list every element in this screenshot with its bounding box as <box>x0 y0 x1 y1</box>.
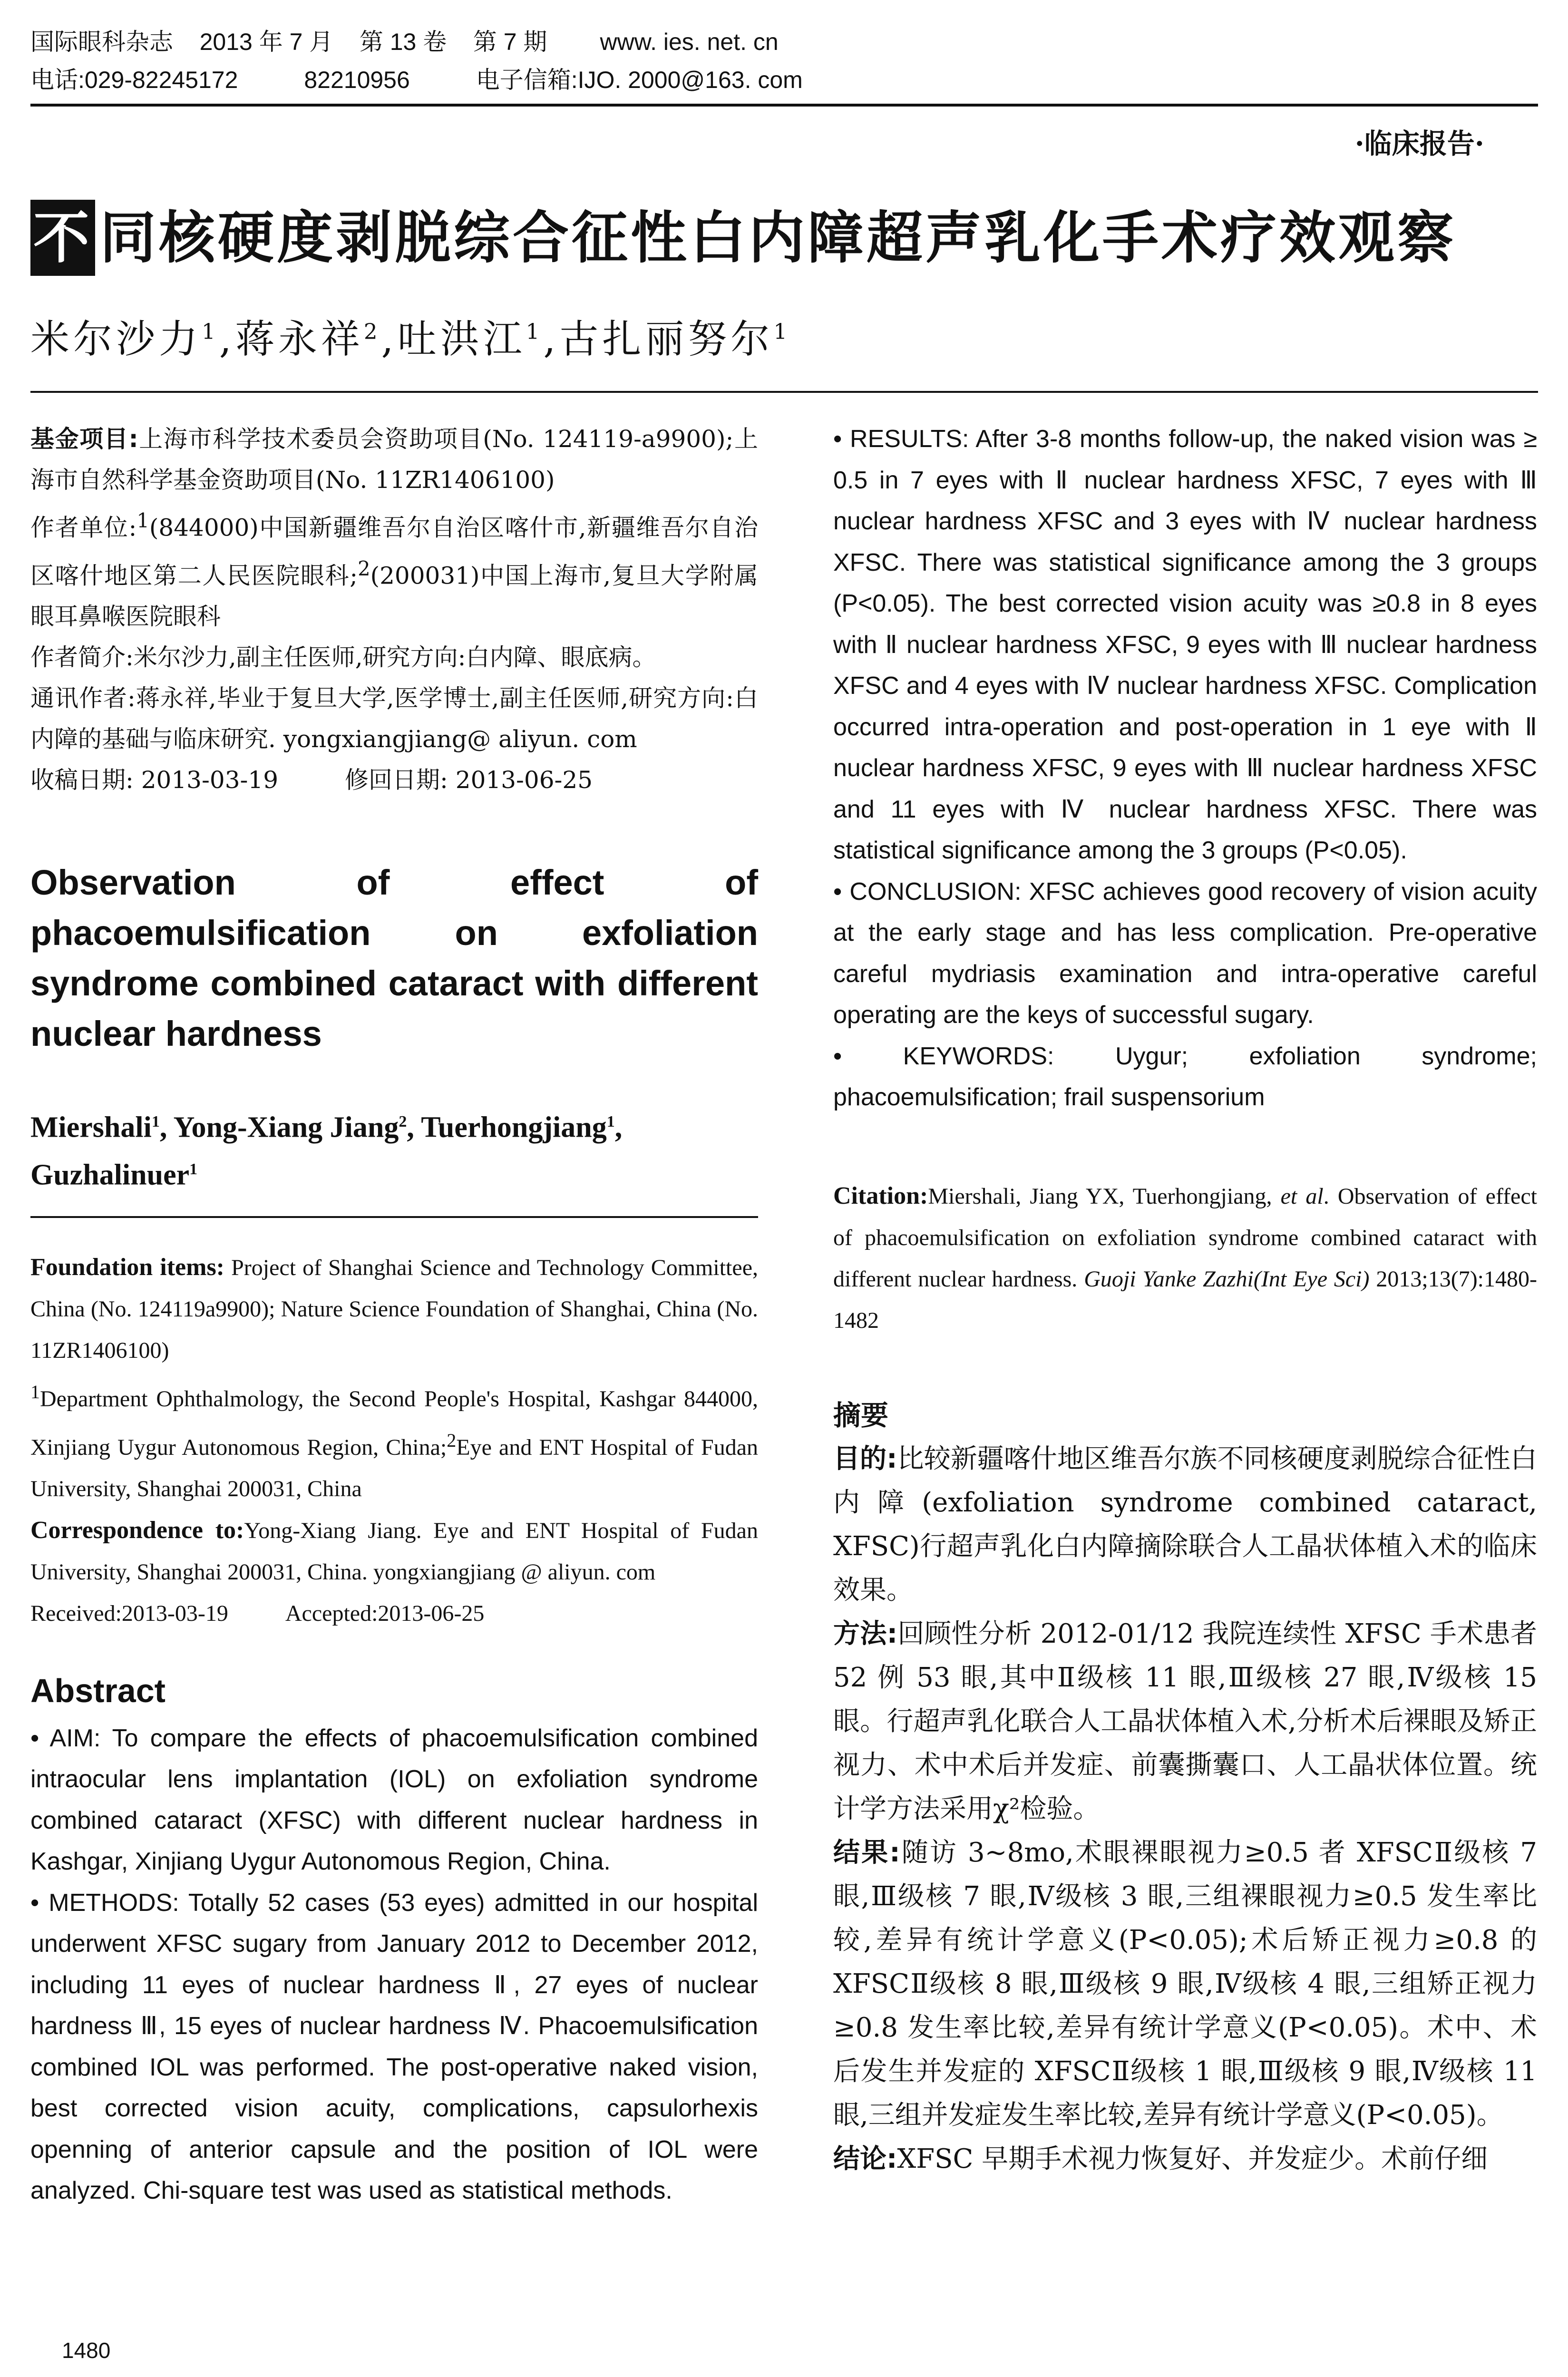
en-foundation-text: Project of Shanghai Science and Technology Committee, China (No. 124119a9900); Nature Science Foundation of Shanghai, China (No. 11ZR1406100) <box>30 1255 758 1363</box>
abstract-results: • RESULTS: After 3-8 months follow-up, the naked vision was ≥ 0.5 in 7 eyes with Ⅱ nuclear hardness XFSC, 7 eyes with Ⅲ nuclear hardness XFSC and 3 eyes with Ⅳ nuclear hardness XFSC. There was statistical significance among the 3 groups (P<0.05). The best corrected vision acuity was ≥0.8 in 8 eyes with Ⅱ nuclear hardness XFSC, 9 eyes with Ⅲ nuclear hardness XFSC and 4 eyes with Ⅳ nuclear hardness XFSC. Complication occurred intra-operation and post-operation in 1 eye with Ⅱ nuclear hardness XFSC, 9 eyes with Ⅲ nuclear hardness XFSC and 11 eyes with Ⅳ nuclear hardness XFSC. There was statistical significance among the 3 groups (P<0.05). <box>833 425 1537 864</box>
page-number: 1480 <box>62 2338 111 2363</box>
en-received: Received:2013-03-19 <box>30 1600 228 1626</box>
en-foundation-label: Foundation items: <box>30 1253 224 1281</box>
author-cn-aff: 1 <box>773 319 791 344</box>
cn-methods-label: 方法: <box>833 1618 898 1649</box>
cn-conclusion-text: XFSC 早期手术视力恢复好、并发症少。术前仔细 <box>897 2143 1488 2174</box>
author-en-aff: 1 <box>189 1160 198 1178</box>
cn-aim-label: 目的: <box>833 1443 897 1474</box>
cn-abstract-results <box>833 1831 1537 2137</box>
article-title-en: Observation of effect of phacoemulsification on exfoliation syndrome combined cataract with different nuclear hardness <box>30 863 758 1054</box>
en-dates <box>30 1593 758 1634</box>
citation-etal: et al <box>1280 1183 1324 1209</box>
author-cn-name: 吐洪江 <box>397 317 526 362</box>
en-aff2: Eye and ENT Hospital of Fudan University, Shanghai 200031, China <box>30 1434 759 1501</box>
title-first-char: 不 <box>30 200 95 276</box>
abstract-keywords: • KEYWORDS: Uygur; exfoliation syndrome; phacoemulsification; frail suspensorium <box>833 1042 1537 1111</box>
cn-methods-text: 回顾性分析 2012-01/12 我院连续性 XFSC 手术患者 52 例 53 眼,其中Ⅱ级核 11 眼,Ⅲ级核 27 眼,Ⅳ级核 15 眼。行超声乳化联合人工晶状体植入术,分析术后裸眼及矫正视力、术中术后并发症、前囊撕囊口、人工晶状体位置。统计学方法采用χ²检验。 <box>833 1618 1538 1824</box>
left-column <box>30 419 758 2211</box>
cn-results-text: 随访 3~8mo,术眼裸眼视力≥0.5 者 XFSCⅡ级核 7 眼,Ⅲ级核 7 眼,Ⅳ级核 3 眼,三组裸眼视力≥0.5 发生率比较,差异有统计学意义(P<0.05);术后矫正视力≥0.8 的 XFSCⅡ级核 8 眼,Ⅲ级核 9 眼,Ⅳ级核 4 眼,三组矫正视力≥0.8 发生率比较,差异有统计学意义(P<0.05)。术中、术后发生并发症的 XFSCⅡ级核 1 眼,Ⅲ级核 9 眼,Ⅳ级核 11 眼,三组并发症发生率比较,差异有统计学意义(P<0.05)。 <box>833 1837 1537 2131</box>
en-info-rule <box>30 1216 758 1218</box>
cn-conclusion-label: 结论: <box>833 2143 897 2174</box>
journal-header-line2: 电话:029-82245172 82210956 电子信箱:IJO. 2000@163. com <box>30 67 803 93</box>
en-accepted: Accepted:2013-06-25 <box>285 1600 485 1626</box>
authors-en: Miershali$^1$, Yong-Xiang Jiang$^2$, Tuerhongjiang$^1$, Guzhalinuer$^1$ <box>30 1111 623 1191</box>
author-en-aff: 2 <box>399 1113 407 1131</box>
author-en-aff: 1 <box>606 1113 615 1131</box>
abstract-conclusion: • CONCLUSION: XFSC achieves good recovery of vision acuity at the early stage and has less complication. Pre-operative careful mydriasis examination and intra-operative careful operating are the keys of successful sugary. <box>833 877 1537 1029</box>
en-corr-label: Correspondence to: <box>30 1516 244 1544</box>
cn-revised: 修回日期: 2013-06-25 <box>345 766 593 794</box>
en-corr-text: Yong-Xiang Jiang. Eye and ENT Hospital of Fudan University, Shanghai 200031, China. yongxiangjiang @ aliyun. com <box>30 1518 758 1585</box>
authors-cn: 米尔沙力$^1$,蒋永祥$^2$,吐洪江$^1$,古扎丽努尔$^1$ <box>30 317 791 362</box>
article-title-cn <box>30 200 1543 276</box>
author-en-name: Miershali <box>30 1111 152 1144</box>
cn-bio-text: 米尔沙力,副主任医师,研究方向:白内障、眼底病。 <box>133 643 656 672</box>
author-cn-name: 古扎丽努尔 <box>559 317 774 362</box>
cn-info-block <box>30 419 758 800</box>
author-cn-name: 蒋永祥 <box>235 317 364 362</box>
cn-corr-text: 蒋永祥,毕业于复旦大学,医学博士,副主任医师,研究方向:白内障的基础与临床研究. yongxiangjiang@ aliyun. com <box>30 684 758 753</box>
cn-unit-label: 作者单位: <box>30 514 137 542</box>
abstract-heading: Abstract <box>30 1672 166 1709</box>
right-column <box>833 419 1537 2181</box>
author-en-name: Yong-Xiang Jiang <box>173 1111 399 1144</box>
author-cn-name: 米尔沙力 <box>30 317 202 362</box>
en-info-block <box>30 1247 758 1634</box>
en-correspondence <box>30 1510 758 1593</box>
cn-corr-label: 通讯作者: <box>30 684 136 712</box>
cn-foundation-label: 基金项目: <box>30 425 138 453</box>
cn-unit-text2: (200031)中国上海市,复旦大学附属眼耳鼻喉医院眼科 <box>30 562 758 631</box>
header-rule <box>30 104 1538 107</box>
author-en-aff: 1 <box>151 1113 160 1131</box>
en-aff1: Department Ophthalmology, the Second People's Hospital, Kashgar 844000, Xinjiang Uygur Autonomous Region, China; <box>30 1386 758 1460</box>
journal-header <box>30 23 1538 99</box>
cn-unit: 作者单位:$^1$(844000)中国新疆维吾尔自治区喀什市,新疆维吾尔自治区喀什地区第二人民医院眼科;$^2$(200031)中国上海市,复旦大学附属眼耳鼻喉医院眼科 <box>30 509 758 631</box>
en-affiliations: $^1$Department Ophthalmology, the Second People's Hospital, Kashgar 844000, Xinjiang Uygur Autonomous Region, China;$^2$Eye and ENT Hospital of Fudan University, Shanghai 200031, China <box>30 1381 759 1501</box>
author-en-name: Guzhalinuer <box>30 1159 190 1191</box>
author-cn-aff: 2 <box>363 319 381 344</box>
cn-bio <box>30 637 758 678</box>
journal-header-line1: 国际眼科杂志 2013 年 7 月 第 13 卷 第 7 期 www. ies. net. cn <box>30 29 779 55</box>
citation-block <box>833 1175 1537 1341</box>
cn-results-label: 结果: <box>833 1837 900 1868</box>
cn-abstract-conclusion <box>833 2137 1537 2181</box>
author-cn-aff: 1 <box>526 319 544 344</box>
citation-journal: Guoji Yanke Zazhi(Int Eye Sci) <box>1084 1266 1370 1292</box>
cn-aim-text: 比较新疆喀什地区维吾尔族不同核硬度剥脱综合征性白内障(exfoliation syndrome combined cataract, XFSC)行超声乳化白内障摘除联合人工晶状体植入术的临床效果。 <box>833 1443 1538 1606</box>
cn-bio-label: 作者简介: <box>30 643 134 672</box>
en-foundation <box>30 1247 758 1371</box>
citation-text3: 2013;13(7):1480-1482 <box>833 1266 1537 1333</box>
cn-foundation <box>30 419 758 500</box>
cn-unit-text: (844000)中国新疆维吾尔自治区喀什市,新疆维吾尔自治区喀什地区第二人民医院眼科; <box>30 514 758 590</box>
cn-abstract-heading: 摘要 <box>833 1399 889 1432</box>
author-en-name: Tuerhongjiang <box>421 1111 607 1144</box>
cn-abstract-methods <box>833 1612 1537 1831</box>
cn-received: 收稿日期: 2013-03-19 <box>30 766 279 794</box>
section-label: ·临床报告· <box>1354 127 1484 160</box>
citation-label: Citation: <box>833 1182 928 1209</box>
title-rule <box>30 391 1538 393</box>
cn-abstract <box>833 1393 1537 2181</box>
author-cn-aff: 1 <box>202 319 219 344</box>
citation-text1: Miershali, Jiang YX, Tuerhongjiang, <box>928 1183 1281 1209</box>
cn-abstract-aim <box>833 1437 1537 1612</box>
citation-text2: . Observation of effect of phacoemulsification on exfoliation syndrome combined cataract with different nuclear hardness. <box>833 1183 1537 1292</box>
abstract-aim: • AIM: To compare the effects of phacoemulsification combined intraocular lens implantation (IOL) on exfoliation syndrome combined cataract (XFSC) with different nuclear hardness in Kashgar, Xinjiang Uygur Autonomous Region, China. <box>30 1724 758 1876</box>
cn-dates <box>30 760 758 800</box>
cn-correspondence <box>30 678 758 760</box>
cn-foundation-text: 上海市科学技术委员会资助项目(No. 124119-a9900);上海市自然科学基金资助项目(No. 11ZR1406100) <box>30 425 758 494</box>
abstract-methods: • METHODS: Totally 52 cases (53 eyes) admitted in our hospital underwent XFSC sugary from January 2012 to December 2012, including 11 eyes of nuclear hardness Ⅱ, 27 eyes of nuclear hardness Ⅲ, 15 eyes of nuclear hardness Ⅳ. Phacoemulsification combined IOL was performed. The post-operative naked vision, best corrected vision acuity, complications, capsulorhexis openning of anterior capsule and the position of IOL were analyzed. Chi-square test was used as statistical methods. <box>30 1889 758 2205</box>
title-rest: 同核硬度剥脱综合征性白内障超声乳化手术疗效观察 <box>100 205 1457 271</box>
